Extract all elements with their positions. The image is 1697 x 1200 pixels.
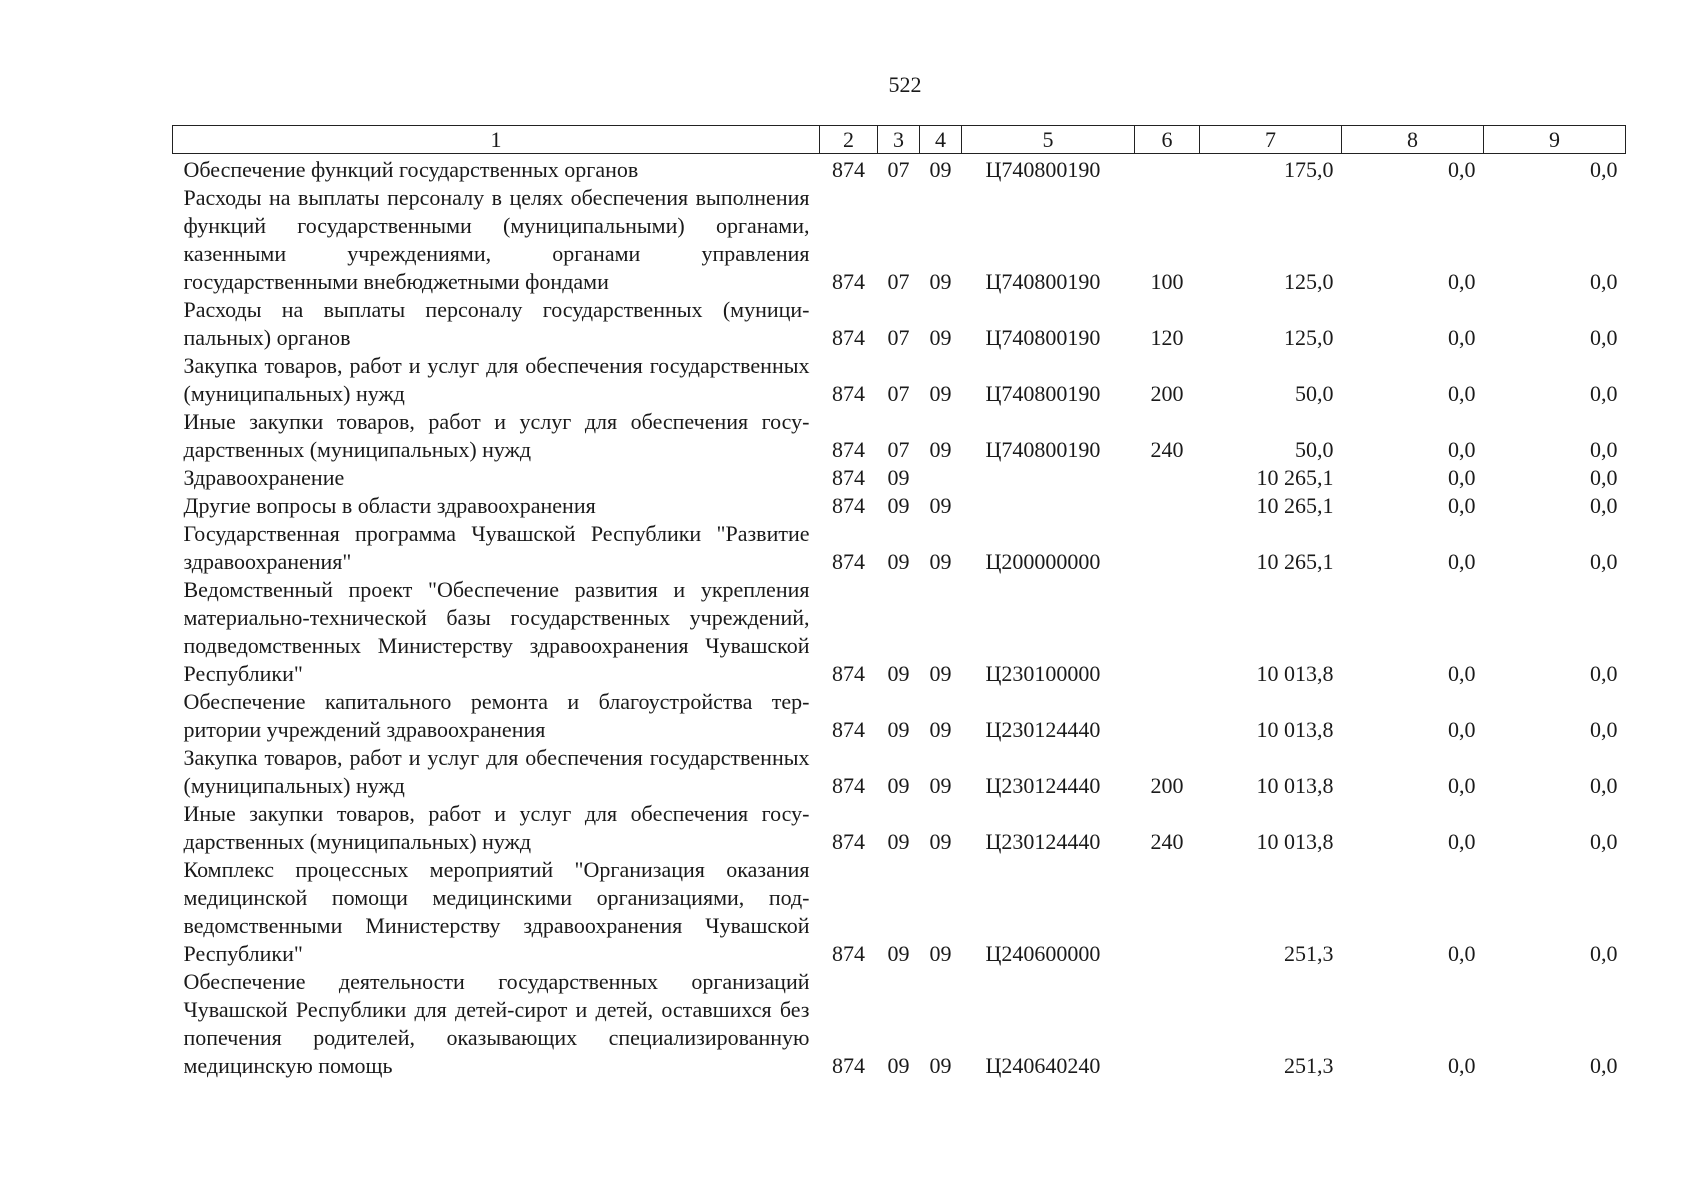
row-name: Расходы на выплаты персоналу в целях обеспечения выполнения функций государственными (муниципальными) органами, казенными учреждениями, органами управления государственными внебюджетными фондами: [183, 185, 810, 294]
row-section: 09: [887, 773, 910, 798]
row-amount-col8: 0,0: [1448, 829, 1476, 854]
row-amount-col9: 0,0: [1590, 717, 1618, 742]
row-target-article: Ц740800190: [985, 325, 1101, 350]
row-section: 09: [887, 661, 910, 686]
row-chapter: 874: [832, 1053, 865, 1078]
row-chapter: 874: [832, 773, 865, 798]
table-row: [173, 408, 1626, 464]
row-section: 09: [887, 941, 910, 966]
row-amount-col8: 0,0: [1448, 773, 1476, 798]
row-target-article: [962, 464, 1135, 492]
row-chapter: 874: [832, 157, 865, 182]
row-chapter: 874: [832, 941, 865, 966]
row-amount-col9: 0,0: [1590, 773, 1618, 798]
row-name: Обеспечение капитального ремонта и благоустройства территории учреждений здравоохранения: [183, 689, 810, 742]
row-target-article: Ц740800190: [985, 381, 1101, 406]
row-chapter: 874: [832, 549, 865, 574]
row-amount-col7: 10 013,8: [1256, 829, 1334, 854]
row-expense-type: 200: [1150, 773, 1184, 798]
row-chapter: 874: [832, 661, 865, 686]
row-section: 07: [887, 157, 910, 182]
row-amount-col8: 0,0: [1448, 941, 1476, 966]
row-target-article: Ц200000000: [985, 549, 1101, 574]
row-amount-col9: 0,0: [1590, 381, 1618, 406]
header-col-9: 9: [1484, 126, 1626, 154]
row-subsection: 09: [929, 269, 952, 294]
table-row: [173, 520, 1626, 576]
row-amount-col9: 0,0: [1590, 493, 1618, 518]
table-row: [173, 856, 1626, 968]
row-amount-col7: 125,0: [1284, 269, 1334, 294]
row-subsection: 09: [929, 717, 952, 742]
header-col-4: 4: [920, 126, 962, 154]
row-name: Обеспечение функций государственных органов: [183, 157, 639, 182]
row-name: Комплекс процессных мероприятий "Организация оказания медицинской помощи медицинскими организациями, подведомственными Министерству здравоохранения Чувашской Республики": [183, 857, 810, 966]
row-chapter: 874: [832, 437, 865, 462]
row-amount-col9: 0,0: [1590, 1053, 1618, 1078]
row-amount-col9: 0,0: [1590, 829, 1618, 854]
row-section: 07: [887, 381, 910, 406]
row-expense-type: [1135, 156, 1200, 184]
table-row: [173, 184, 1626, 296]
row-name: Другие вопросы в области здравоохранения: [183, 493, 596, 518]
row-target-article: Ц740800190: [985, 269, 1101, 294]
row-amount-col9: 0,0: [1590, 269, 1618, 294]
row-expense-type: [1135, 492, 1200, 520]
row-name: Закупка товаров, работ и услуг для обеспечения государственных (муниципальных) нужд: [183, 353, 810, 406]
row-section: 07: [887, 325, 910, 350]
page-number: 522: [888, 72, 922, 97]
row-chapter: 874: [832, 717, 865, 742]
row-section: 09: [887, 1053, 910, 1078]
row-subsection: 09: [929, 437, 952, 462]
row-chapter: 874: [832, 381, 865, 406]
row-subsection: 09: [929, 941, 952, 966]
row-expense-type: [1135, 856, 1200, 968]
table-row: [173, 492, 1626, 520]
row-amount-col7: 251,3: [1284, 941, 1334, 966]
header-col-2: 2: [820, 126, 878, 154]
header-col-5: 5: [962, 126, 1135, 154]
row-target-article: Ц230100000: [985, 661, 1101, 686]
row-amount-col7: 50,0: [1295, 381, 1334, 406]
row-target-article: Ц230124440: [985, 717, 1101, 742]
row-amount-col8: 0,0: [1448, 1053, 1476, 1078]
row-subsection: 09: [929, 381, 952, 406]
row-amount-col8: 0,0: [1448, 493, 1476, 518]
row-name: Государственная программа Чувашской Республики "Развитие здравоохранения": [183, 521, 810, 574]
row-subsection: 09: [929, 325, 952, 350]
row-amount-col7: 10 013,8: [1256, 717, 1334, 742]
row-subsection: 09: [929, 773, 952, 798]
table-row: [173, 464, 1626, 492]
row-name: Здравоохранение: [183, 465, 345, 490]
row-name: Иные закупки товаров, работ и услуг для обеспечения государственных (муниципальных) нужд: [183, 801, 810, 854]
row-expense-type: 200: [1150, 381, 1184, 406]
row-target-article: Ц740800190: [985, 157, 1101, 182]
header-col-3: 3: [878, 126, 920, 154]
row-amount-col8: 0,0: [1448, 269, 1476, 294]
table-row: [173, 576, 1626, 688]
row-section: 09: [887, 465, 910, 490]
row-amount-col9: 0,0: [1590, 941, 1618, 966]
row-expense-type: [1135, 968, 1200, 1080]
row-section: 09: [887, 493, 910, 518]
row-amount-col7: 10 013,8: [1256, 661, 1334, 686]
table-body: [173, 154, 1626, 1081]
table-row: [173, 156, 1626, 184]
row-chapter: 874: [832, 465, 865, 490]
row-section: 07: [887, 269, 910, 294]
row-expense-type: [1135, 688, 1200, 744]
row-expense-type: 240: [1150, 829, 1184, 854]
row-subsection: 09: [929, 1053, 952, 1078]
row-chapter: 874: [832, 829, 865, 854]
row-expense-type: 240: [1150, 437, 1184, 462]
row-section: 07: [887, 437, 910, 462]
row-amount-col9: 0,0: [1590, 465, 1618, 490]
table-row: [173, 688, 1626, 744]
row-amount-col8: 0,0: [1448, 325, 1476, 350]
row-expense-type: [1135, 464, 1200, 492]
table-row: [173, 800, 1626, 856]
row-section: 09: [887, 829, 910, 854]
row-amount-col7: 251,3: [1284, 1053, 1334, 1078]
row-amount-col8: 0,0: [1448, 549, 1476, 574]
row-amount-col9: 0,0: [1590, 661, 1618, 686]
header-col-7: 7: [1200, 126, 1342, 154]
row-name: Закупка товаров, работ и услуг для обеспечения государственных (муниципальных) нужд: [183, 745, 810, 798]
row-name: Иные закупки товаров, работ и услуг для обеспечения государственных (муниципальных) нужд: [183, 409, 810, 462]
row-amount-col8: 0,0: [1448, 437, 1476, 462]
row-amount-col8: 0,0: [1448, 661, 1476, 686]
row-target-article: [962, 492, 1135, 520]
row-target-article: Ц740800190: [985, 437, 1101, 462]
row-section: 09: [887, 717, 910, 742]
row-amount-col8: 0,0: [1448, 465, 1476, 490]
row-amount-col7: 125,0: [1284, 325, 1334, 350]
row-expense-type: [1135, 520, 1200, 576]
row-amount-col9: 0,0: [1590, 437, 1618, 462]
row-amount-col9: 0,0: [1590, 549, 1618, 574]
row-subsection: 09: [929, 829, 952, 854]
row-expense-type: [1135, 576, 1200, 688]
row-expense-type: 100: [1150, 269, 1184, 294]
header-col-6: 6: [1135, 126, 1200, 154]
row-chapter: 874: [832, 269, 865, 294]
row-target-article: Ц230124440: [985, 773, 1101, 798]
row-amount-col7: 10 265,1: [1256, 549, 1334, 574]
row-amount-col7: 10 013,8: [1256, 773, 1334, 798]
row-amount-col9: 0,0: [1590, 157, 1618, 182]
row-expense-type: 120: [1150, 325, 1184, 350]
table-row: [173, 352, 1626, 408]
row-amount-col7: 10 265,1: [1256, 493, 1334, 518]
row-amount-col9: 0,0: [1590, 325, 1618, 350]
row-subsection: 09: [929, 549, 952, 574]
row-amount-col7: 10 265,1: [1256, 465, 1334, 490]
header-col-8: 8: [1342, 126, 1484, 154]
row-target-article: Ц240600000: [985, 941, 1101, 966]
row-amount-col8: 0,0: [1448, 717, 1476, 742]
row-name: Расходы на выплаты персоналу государственных (муниципальных) органов: [183, 297, 810, 350]
row-name: Ведомственный проект "Обеспечение развития и укрепления материально-технической базы государственных учреждений, подведомственных Министерству здравоохранения Чувашской Республики": [183, 577, 810, 686]
row-amount-col7: 175,0: [1284, 157, 1334, 182]
header-col-1: 1: [173, 126, 820, 154]
row-target-article: Ц230124440: [985, 829, 1101, 854]
row-target-article: Ц240640240: [985, 1053, 1101, 1078]
table-row: [173, 744, 1626, 800]
table-row: [173, 296, 1626, 352]
budget-table: [172, 125, 1626, 1080]
row-subsection: [920, 464, 962, 492]
row-amount-col8: 0,0: [1448, 381, 1476, 406]
row-amount-col8: 0,0: [1448, 157, 1476, 182]
row-chapter: 874: [832, 493, 865, 518]
row-chapter: 874: [832, 325, 865, 350]
table-row: [173, 968, 1626, 1080]
row-name: Обеспечение деятельности государственных организаций Чувашской Республики для детей-сирот и детей, оставшихся без попечения родителей, оказывающих специализированную медицинскую помощь: [183, 969, 810, 1078]
row-subsection: 09: [929, 661, 952, 686]
column-number-header: [173, 126, 1626, 154]
row-section: 09: [887, 549, 910, 574]
row-subsection: 09: [929, 493, 952, 518]
row-amount-col7: 50,0: [1295, 437, 1334, 462]
row-subsection: 09: [929, 157, 952, 182]
